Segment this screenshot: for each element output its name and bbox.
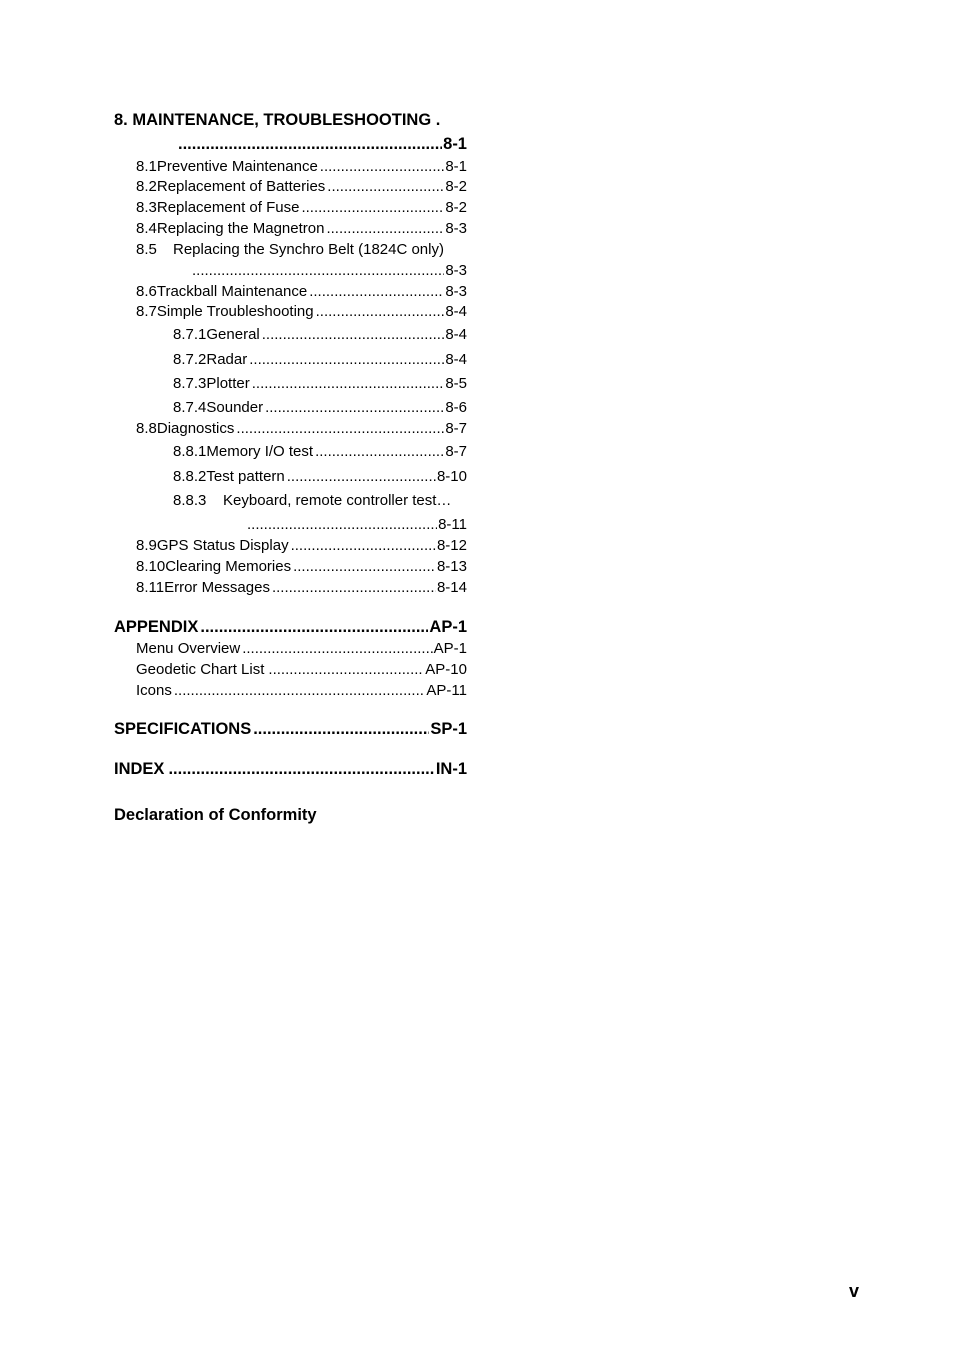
section-number: 8.8 <box>136 420 157 437</box>
page-ref: 8-1 <box>443 135 467 153</box>
section-title: Icons <box>136 682 172 699</box>
heading-title: APPENDIX <box>114 618 199 636</box>
page-ref: 8-6 <box>445 399 467 416</box>
leader-dots <box>236 420 444 438</box>
toc-entry[interactable] <box>136 283 467 301</box>
section-number: 8.7.1 <box>173 326 207 343</box>
chapter-heading: 8. MAINTENANCE, TROUBLESHOOTING . <box>114 111 441 129</box>
page-ref: IN-1 <box>435 760 467 778</box>
toc-subentry[interactable] <box>173 375 467 393</box>
section-title: Memory I/O test <box>206 443 314 460</box>
toc-entry-continuation[interactable] <box>190 262 467 280</box>
page-ref: 8-1 <box>445 158 467 175</box>
toc-subentry[interactable] <box>173 443 467 461</box>
page-ref: AP-1 <box>433 640 467 657</box>
leader-dots <box>320 158 445 176</box>
leader-dots <box>262 326 445 344</box>
page-ref: 8-2 <box>445 199 467 216</box>
leader-dots <box>168 759 434 779</box>
page-ref: 8-2 <box>445 178 467 195</box>
section-title: Replacement of Batteries <box>156 178 326 195</box>
page-ref: SP-1 <box>430 720 467 738</box>
chapter-heading-page-line <box>176 134 467 154</box>
leader-dots <box>249 351 444 369</box>
section-title: Sounder <box>206 399 264 416</box>
page-ref: 8-7 <box>445 420 467 437</box>
section-title: GPS Status Display <box>156 537 289 554</box>
section-number: 8.7 <box>136 303 157 320</box>
section-number: 8.1 <box>136 158 157 175</box>
leader-dots <box>291 537 436 555</box>
leader-dots <box>174 682 426 700</box>
leader-dots <box>272 579 436 597</box>
page-ref: 8-11 <box>438 516 467 533</box>
leader-dots <box>200 617 428 637</box>
page-ref: AP-10 <box>425 661 467 678</box>
section-number: 8.9 <box>136 537 157 554</box>
toc-subentry[interactable] <box>173 492 451 510</box>
leader-dots <box>287 468 436 486</box>
appendix-heading[interactable] <box>114 617 467 637</box>
section-title: General <box>206 326 260 343</box>
section-number: 8.5 <box>136 241 157 258</box>
leader-dots <box>192 262 444 280</box>
leader-dots <box>293 558 436 576</box>
page-ref: 8-10 <box>436 468 467 485</box>
section-title: Keyboard, remote controller test… <box>223 492 452 509</box>
toc-entry[interactable] <box>136 199 467 217</box>
section-number: 8.11 <box>136 579 165 596</box>
toc-entry[interactable] <box>136 303 467 321</box>
section-title: Replacing the Magnetron <box>156 220 325 237</box>
leader-dots <box>309 283 444 301</box>
toc-subentry[interactable] <box>173 399 467 417</box>
index-heading[interactable] <box>114 759 467 779</box>
page-ref: 8-3 <box>445 262 467 279</box>
leader-dots <box>242 640 432 658</box>
section-title: Geodetic Chart List <box>136 661 265 678</box>
leader-dots <box>247 516 437 534</box>
page-ref: 8-3 <box>445 283 467 300</box>
toc-entry[interactable] <box>136 682 467 700</box>
declaration-heading[interactable]: Declaration of Conformity <box>114 806 317 824</box>
section-number: 8.2 <box>136 178 157 195</box>
page-ref: AP-1 <box>429 618 467 636</box>
heading-title: INDEX <box>114 760 165 778</box>
page-ref: 8-13 <box>436 558 467 575</box>
toc-subentry[interactable] <box>173 468 467 486</box>
section-number: 8.4 <box>136 220 157 237</box>
leader-dots <box>315 443 444 461</box>
section-title: Plotter <box>206 375 250 392</box>
section-number: 8.8.3 <box>173 492 207 509</box>
page-ref: AP-11 <box>426 682 467 699</box>
section-title: Diagnostics <box>156 420 235 437</box>
page-ref: 8-4 <box>445 326 467 343</box>
page-number: v <box>849 1281 860 1301</box>
leader-dots <box>268 661 424 679</box>
section-title: Trackball Maintenance <box>156 283 308 300</box>
leader-dots <box>178 134 442 154</box>
leader-dots <box>253 719 429 739</box>
section-number: 8.7.3 <box>173 375 207 392</box>
section-title: Menu Overview <box>136 640 241 657</box>
toc-entry[interactable] <box>136 158 467 176</box>
leader-dots <box>265 399 444 417</box>
toc-entry[interactable] <box>136 420 467 438</box>
section-number: 8.8.1 <box>173 443 207 460</box>
section-number: 8.7.4 <box>173 399 207 416</box>
section-title: Test pattern <box>206 468 285 485</box>
page-ref: 8-5 <box>445 375 467 392</box>
toc-entry[interactable] <box>136 558 467 576</box>
toc-subentry-continuation[interactable] <box>245 516 467 534</box>
page-ref: 8-12 <box>436 537 467 554</box>
toc-entry[interactable] <box>136 661 467 679</box>
section-title: Simple Troubleshooting <box>156 303 314 320</box>
section-title: Preventive Maintenance <box>156 158 318 175</box>
toc-entry[interactable] <box>136 220 467 238</box>
section-number: 8.8.2 <box>173 468 207 485</box>
toc-subentry[interactable] <box>173 351 467 369</box>
leader-dots <box>326 220 444 238</box>
leader-dots <box>301 199 444 217</box>
toc-entry[interactable] <box>136 241 444 259</box>
section-title: Replacement of Fuse <box>156 199 300 216</box>
leader-dots <box>252 375 445 393</box>
leader-dots <box>327 178 444 196</box>
section-title: Clearing Memories <box>165 558 292 575</box>
toc-entry[interactable] <box>136 579 467 597</box>
section-title: Error Messages <box>164 579 270 596</box>
page-ref: 8-14 <box>436 579 467 596</box>
heading-title: SPECIFICATIONS <box>114 720 252 738</box>
page-ref: 8-4 <box>445 303 467 320</box>
toc-subentry[interactable] <box>173 326 467 344</box>
specifications-heading[interactable] <box>114 719 467 739</box>
page-ref: 8-3 <box>445 220 467 237</box>
section-number: 8.10 <box>136 558 166 575</box>
section-title: Radar <box>206 351 248 368</box>
section-number: 8.3 <box>136 199 157 216</box>
section-title: Replacing the Synchro Belt (1824C only) <box>173 241 444 258</box>
section-number: 8.7.2 <box>173 351 207 368</box>
page-ref: 8-7 <box>445 443 467 460</box>
page-ref: 8-4 <box>445 351 467 368</box>
toc-entry[interactable] <box>136 640 467 658</box>
toc-entry[interactable] <box>136 537 467 555</box>
toc-entry[interactable] <box>136 178 467 196</box>
section-number: 8.6 <box>136 283 157 300</box>
leader-dots <box>316 303 445 321</box>
